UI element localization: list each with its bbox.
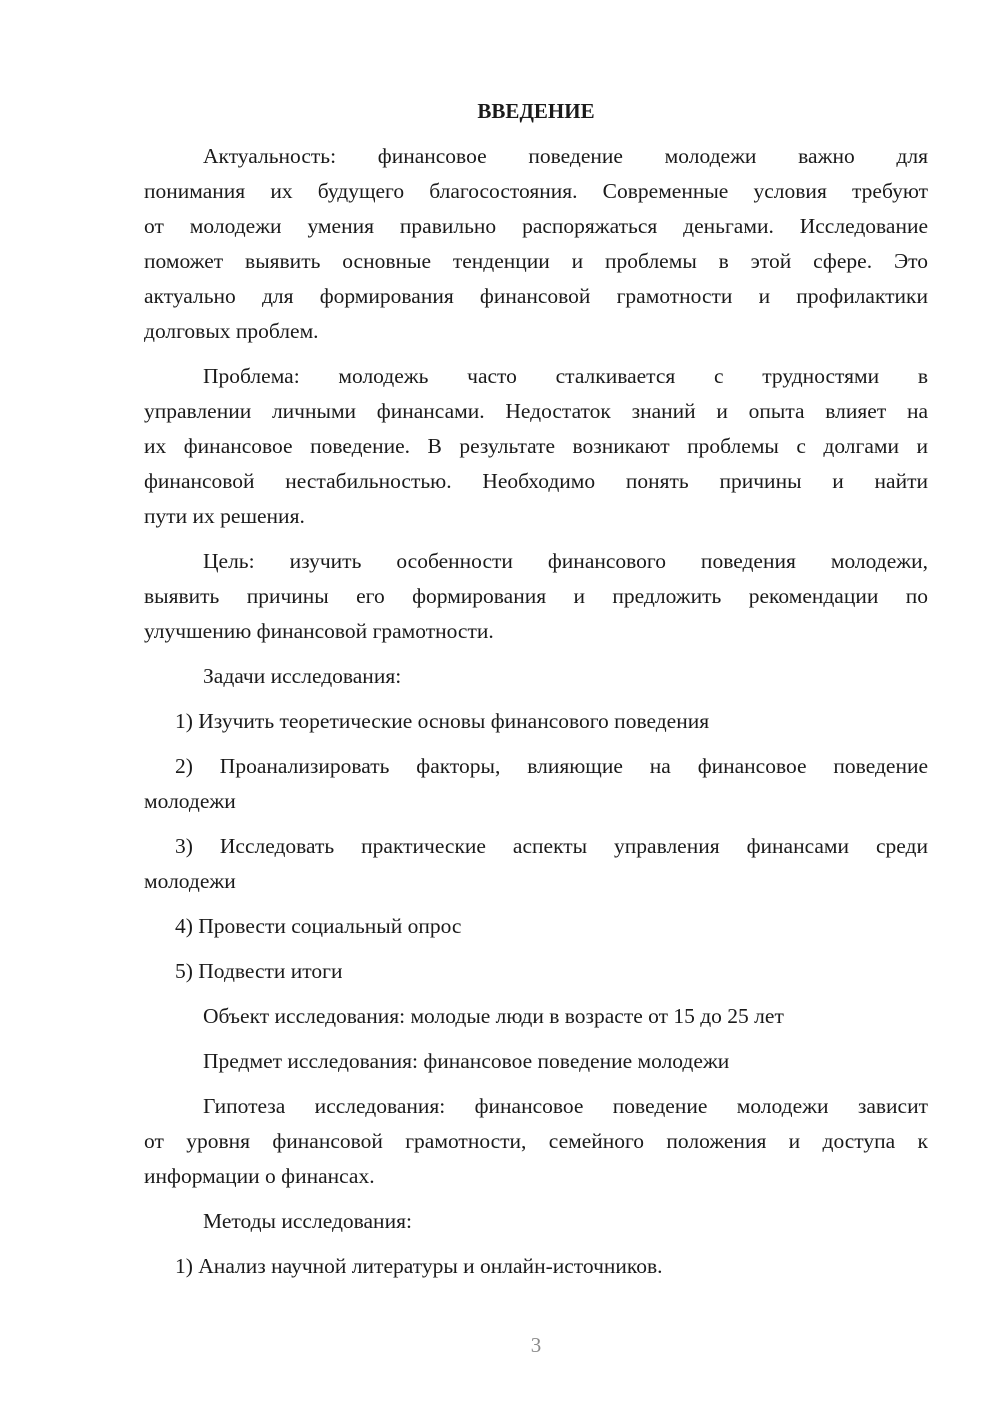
- research-object: Объект исследования: молодые люди в возрасте от 15 до 25 лет: [203, 1004, 784, 1028]
- text-line: информации о финансах.: [144, 1164, 375, 1188]
- text-line: от уровня финансовой грамотности, семейного положения и доступа к: [144, 1129, 928, 1153]
- text-line: актуально для формирования финансовой грамотности и профилактики: [144, 284, 928, 308]
- text-line: Цель: изучить особенности финансового поведения молодежи,: [203, 549, 928, 573]
- tasks-title: Задачи исследования:: [203, 664, 402, 688]
- text-line: 2) Проанализировать факторы, влияющие на финансовое поведение: [175, 754, 928, 778]
- text-line: понимания их будущего благосостояния. Современные условия требуют: [144, 179, 928, 203]
- text-line: долговых проблем.: [144, 319, 319, 343]
- text-line: пути их решения.: [144, 504, 305, 528]
- relevance-paragraph: [144, 139, 928, 349]
- text-line: Гипотеза исследования: финансовое поведение молодежи зависит: [203, 1094, 928, 1118]
- page-content: [144, 96, 928, 1294]
- hypothesis-paragraph: [144, 1089, 928, 1194]
- method-item-1: 1) Анализ научной литературы и онлайн-источников.: [175, 1254, 663, 1278]
- text-line: управлении личными финансами. Недостаток знаний и опыта влияет на: [144, 399, 928, 423]
- research-subject: Предмет исследования: финансовое поведение молодежи: [203, 1049, 730, 1073]
- problem-paragraph: [144, 359, 928, 534]
- text-line: молодежи: [144, 789, 236, 813]
- text-line: от молодежи умения правильно распоряжаться деньгами. Исследование: [144, 214, 928, 238]
- text-line: Актуальность: финансовое поведение молодежи важно для: [203, 144, 928, 168]
- text-line: их финансовое поведение. В результате возникают проблемы с долгами и: [144, 434, 928, 458]
- text-line: поможет выявить основные тенденции и проблемы в этой сфере. Это: [144, 249, 928, 273]
- text-line: выявить причины его формирования и предложить рекомендации по: [144, 584, 928, 608]
- task-item-1: 1) Изучить теоретические основы финансового поведения: [175, 709, 710, 733]
- section-heading: ВВЕДЕНИЕ: [477, 99, 595, 123]
- task-item-5: 5) Подвести итоги: [175, 959, 343, 983]
- task-item-4: 4) Провести социальный опрос: [175, 914, 462, 938]
- methods-title: Методы исследования:: [203, 1209, 412, 1233]
- page-number: 3: [530, 1333, 542, 1357]
- task-item-2: [144, 749, 928, 819]
- text-line: Проблема: молодежь часто сталкивается с трудностями в: [203, 364, 928, 388]
- text-line: 3) Исследовать практические аспекты управления финансами среди: [175, 834, 928, 858]
- task-item-3: [144, 829, 928, 899]
- text-line: улучшению финансовой грамотности.: [144, 619, 494, 643]
- text-line: финансовой нестабильностью. Необходимо понять причины и найти: [144, 469, 928, 493]
- text-line: молодежи: [144, 869, 236, 893]
- goal-paragraph: [144, 544, 928, 649]
